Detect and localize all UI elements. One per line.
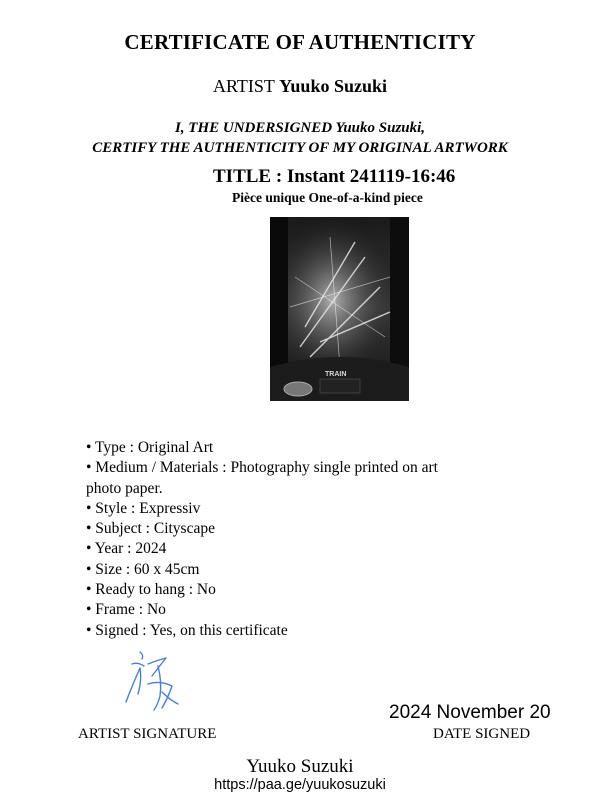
artist-signature-label: ARTIST SIGNATURE (78, 726, 217, 742)
piece-note: Pièce unique One-of-a-kind piece (232, 190, 423, 205)
footer-artist-name: Yuuko Suzuki (246, 756, 354, 777)
detail-item: • Medium / Materials : Photography single printed on art (86, 459, 438, 477)
detail-item: • Size : 60 x 45cm (86, 560, 200, 578)
detail-item: • Year : 2024 (86, 540, 167, 558)
certification-statement (0, 118, 600, 158)
artist-line (0, 76, 600, 97)
artist-signature-mark (118, 646, 188, 718)
date-signed-value: 2024 November 20 (389, 702, 551, 723)
artist-name: Yuuko Suzuki (279, 76, 387, 96)
detail-item: • Subject : Cityscape (86, 520, 215, 538)
detail-item: • Style : Expressiv (86, 499, 201, 517)
statement-line-2: CERTIFY THE AUTHENTICITY OF MY ORIGINAL ARTWORK (92, 140, 508, 156)
detail-item: • Frame : No (86, 601, 166, 619)
detail-item: • Type : Original Art (86, 439, 214, 456)
artist-label: ARTIST (212, 76, 275, 96)
artwork-details-list (86, 438, 526, 641)
detail-item: • Signed : Yes, on this certificate (86, 621, 288, 639)
statement-line-1: I, THE UNDERSIGNED Yuuko Suzuki, (174, 120, 426, 136)
footer-url: https://paa.ge/yuukosuzuki (214, 777, 386, 793)
artwork-photo (270, 217, 409, 401)
photo-overlay-text: TRAIN (325, 371, 347, 378)
date-signed-label: DATE SIGNED (433, 726, 531, 742)
artwork-title: TITLE : Instant 241119-16:46 (213, 166, 456, 187)
detail-item: • Ready to hang : No (86, 581, 216, 599)
certificate-heading: CERTIFICATE OF AUTHENTICITY (124, 30, 476, 54)
detail-item: photo paper. (86, 479, 163, 497)
